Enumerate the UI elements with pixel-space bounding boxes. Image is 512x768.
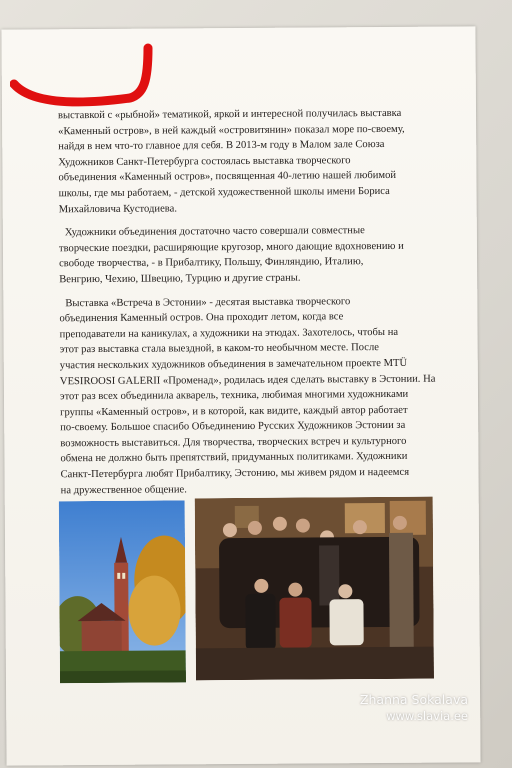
watermark bbox=[360, 692, 468, 723]
red-marker-stroke bbox=[10, 40, 160, 130]
tower-photo bbox=[59, 500, 186, 683]
paragraph-exhibitions: выставкой с «рыбной» тематикой, яркой и интересной получилась выставка «Каменный остров», в ней каждый «островитянин» показал море по-своему, найдя в нем что-то главное для себя. В 2013-м году в Малом зале Союза Художников Санкт-Петербурга состоялась выставка творческого объединения «Каменный остров», посвященная 40-летию нашей любимой школы, где мы работаем, - детской художественной школы имени Бориса Михайловича Кустодиева. bbox=[58, 107, 405, 215]
paragraph-trips: Художники объединения достаточно часто совершали совместные творческие поездки, расширяющие кругозор, много дающие вдохновению и свободе творчества, - в Прибалтику, Польшу, Финляндию, Италию, Венгрию, Чехию, Швецию, Турцию и другие страны. bbox=[58, 225, 404, 286]
article-text bbox=[58, 106, 449, 499]
group-photo bbox=[195, 497, 434, 681]
printed-page bbox=[1, 26, 480, 765]
watermark-site: www.slavia.ee bbox=[386, 709, 468, 723]
watermark-author: Zhanna Sokalava bbox=[359, 692, 468, 707]
paragraph-estonia-exhibition: Выставка «Встреча в Эстонии» - десятая выставка творческого объединения Каменный остров. Она проходит летом, когда все преподаватели на каникулах, а художники на этюдах. Захотелось, чтобы на этот раз выставка стала выездной, в каком-то необычном месте. После участия нескольких художников объединения в замечательном проекте MTÜ VESIROOSI GALERII «Променад», родилась идея сделать выставку в Эстонии. На этот раз всех объединила акварель, техника, любимая многими художниками группы «Каменный остров», и в которой, как видите, каждый автор работает по-своему. Большое спасибо Объединению Русских Художников Эстонии за возможность выставиться. Для творчества, творческих встреч и культурного обмена не должно быть препятствий, придуманных политиками. Художники Санкт-Петербурга любят Прибалтику, Эстонию, мы живем рядом и надеемся на дружественное общение. bbox=[59, 295, 436, 496]
